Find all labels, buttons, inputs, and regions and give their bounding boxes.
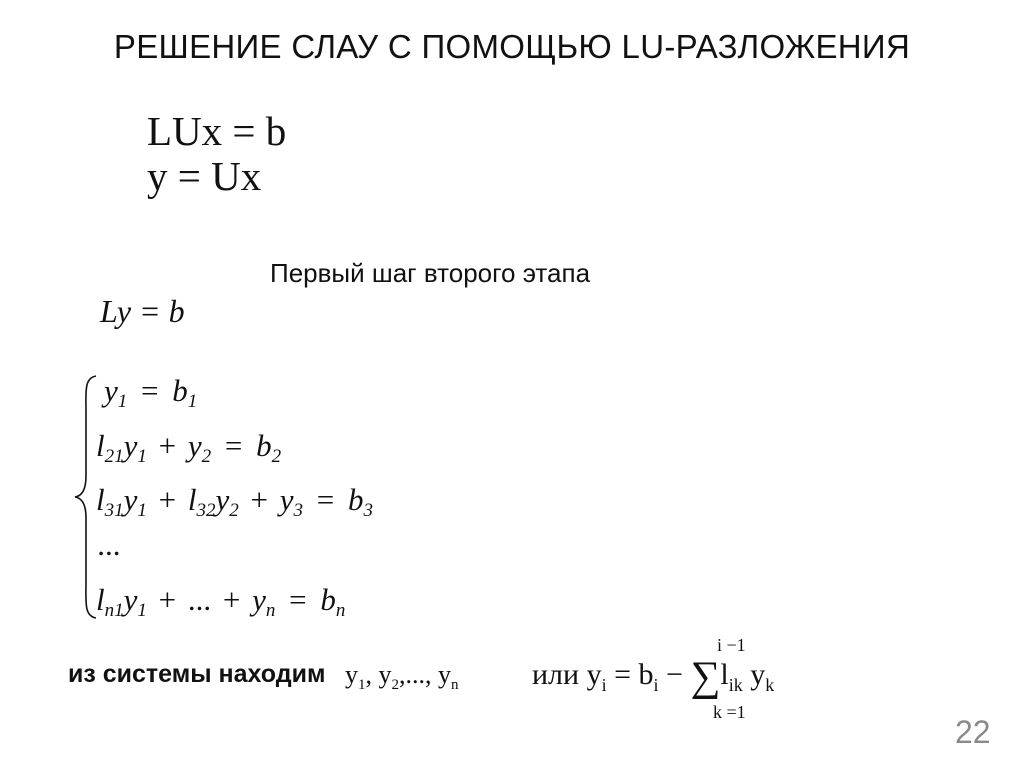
equation-y-ux: y = Ux (147, 153, 262, 199)
sum-formula: или $y_i = b_i - \sum l_{ik}$ $y_k$ (532, 654, 775, 700)
system-row-2: $l_{21}y_1 + y_2 = b_2$ (96, 428, 282, 467)
bottom-label: из системы находим (68, 660, 326, 688)
system-row-3: $l_{31}y_1 + l_{32}y_2 + y_3 = b_3$ (96, 482, 373, 521)
equation-lux-b: LUx = b (147, 108, 287, 154)
system-row-n: $l_{n1}y_1$ + ... + $y_n = b_n$ (96, 582, 346, 621)
subtitle: Первый шаг второго этапа (270, 258, 591, 288)
sum-lower-limit: k =1 (713, 702, 746, 722)
system-row-1: $y_1 = b_1$ (104, 373, 198, 412)
bottom-vars: $y_1$, $y_2$,..., $y_n$ (345, 660, 459, 693)
system-row-dots: ... (98, 527, 122, 562)
sum-upper-limit: i −1 (717, 635, 746, 655)
equation-ly-b: Ly = b (100, 293, 185, 329)
sigma-symbol: ∑ (690, 654, 721, 700)
page-number: 22 (955, 714, 991, 750)
slide-title: РЕШЕНИЕ СЛАУ С ПОМОЩЬЮ LU-РАЗЛОЖЕНИЯ (113, 28, 911, 65)
